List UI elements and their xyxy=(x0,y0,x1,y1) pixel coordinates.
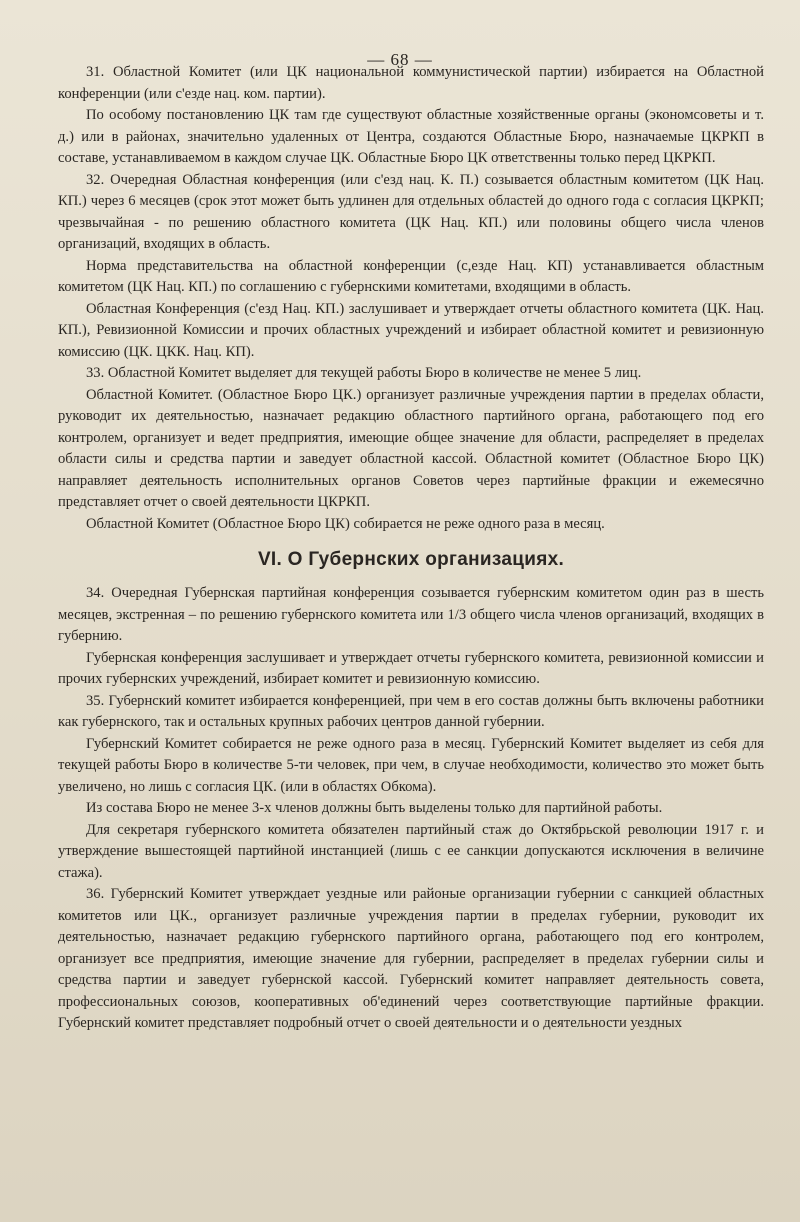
paragraph: Губернская конференция заслушивает и утверждает отчеты губернского комитета, ревизионной комиссии и прочих губернских учреждений, избирает комитет и ревизионную комиссию. xyxy=(58,649,764,687)
paragraph: Областной Комитет. (Областное Бюро ЦК.) организует различные учреждения партии в пределах области, руководит их деятельностью, назначает редакцию областного партийного органа, работающего под его контролем, организует и ведет предприятия, имеющие общее значение для области, распределяет в пределах области силы и средства партии и заведует областной кассой. Областной комитет (Областное Бюро ЦК) направляет деятельность исполнительных органов Советов через партийные фракции и ежемесячно представляет отчет о своей деятельности ЦКРКП. xyxy=(58,386,764,510)
page-number: — 68 — xyxy=(367,50,433,69)
paragraph: Норма представительства на областной конференции (с,езде Нац. КП) устанавливается областным комитетом (ЦК Нац. КП.) по соглашению с губернскими комитетами, входящими в область. xyxy=(58,257,764,295)
paragraph: 36. Губернский Комитет утверждает уездные или районые организации губернии с санкцией областных комитетов или ЦК., организует различные учреждения партии в пределах губернии, руководит их деятельностью, назначает редакцию губернского партийного органа, работающего под его контролем, организует все предприятия, имеющие значение для губернии, распределяет в пределах губернии силы и средства партии и заведует губернской кассой. Губернский комитет направляет деятельность совета, профессиональных союзов, кооперативных об'единений через соответствующие партийные фракции. Губернский комитет представляет подробный отчет о своей деятельности и о деятельности уездных xyxy=(58,886,764,1031)
section-provincial-organizations xyxy=(58,583,764,1035)
paragraph: По особому постановлению ЦК там где существуют областные хозяйственные органы (экономсоветы и т. д.) или в районах, значительно удаленных от Центра, создаются Областные Бюро, назначаемые ЦКРКП в составе, устанавливаемом в каждом случае ЦК. Областные Бюро ЦК ответственны только перед ЦКРКП. xyxy=(58,107,764,166)
section-regional-committee xyxy=(58,62,764,535)
paragraph: Областной Комитет (Областное Бюро ЦК) собирается не реже одного раза в месяц. xyxy=(86,515,605,532)
paragraph: Для секретаря губернского комитета обязателен партийный стаж до Октябрьской революции 1917 г. и утверждение вышестоящей партийной инстанцией (лишь с ее санкции допускаются исключения в величине стажа). xyxy=(58,821,764,881)
paragraph: 31. Областной Комитет (или ЦК национальной коммунистической партии) избирается на Областной конференции (или с'езде нац. ком. партии). xyxy=(58,64,764,102)
paragraph: Областная Конференция (с'езд Нац. КП.) заслушивает и утверждает отчеты областного комитета (ЦК. Нац. КП.), Ревизионной Комиссии и прочих областных учреждений и избирает областной комитет и ревизионную комиссию (ЦК. ЦКК. Нац. КП). xyxy=(58,300,764,360)
paragraph: 32. Очередная Областная конференция (или с'езд нац. К. П.) созывается областным комитетом (ЦК Нац. КП.) через 6 месяцев (срок этот может быть удлинен для отдельных областей до одного года с согласия ЦКРКП; чрезвычайная - по решению областного комитета (ЦК Нац. КП.) или половины общего числа членов организаций, входящих в область. xyxy=(58,171,764,252)
paragraph: 34. Очередная Губернская партийная конференция созывается губернским комитетом один раз в шесть месяцев, экстренная – по решению губернского комитета или 1/3 общего числа членов организаций, входящих в губернию. xyxy=(58,585,764,644)
paragraph: 33. Областной Комитет выделяет для текущей работы Бюро в количестве не менее 5 лиц. xyxy=(86,365,642,381)
paragraph: Губернский Комитет собирается не реже одного раза в месяц. Губернский Комитет выделяет из себя для текущей работы Бюро в количестве 5-ти человек, при чем, в случае необходимости, количество это может быть увеличено, но лишь с согласия ЦК. (или в областях Обкома). xyxy=(58,735,764,795)
section-heading: VI. О Губернских организациях. xyxy=(257,549,565,570)
paragraph: Из состава Бюро не менее 3-х членов должны быть выделены только для партийной работы. xyxy=(86,800,663,816)
paragraph: 35. Губернский комитет избирается конференцией, при чем в его состав должны быть включены работники как губернского, так и остальных крупных рабочих центров данной губернии. xyxy=(58,692,764,730)
